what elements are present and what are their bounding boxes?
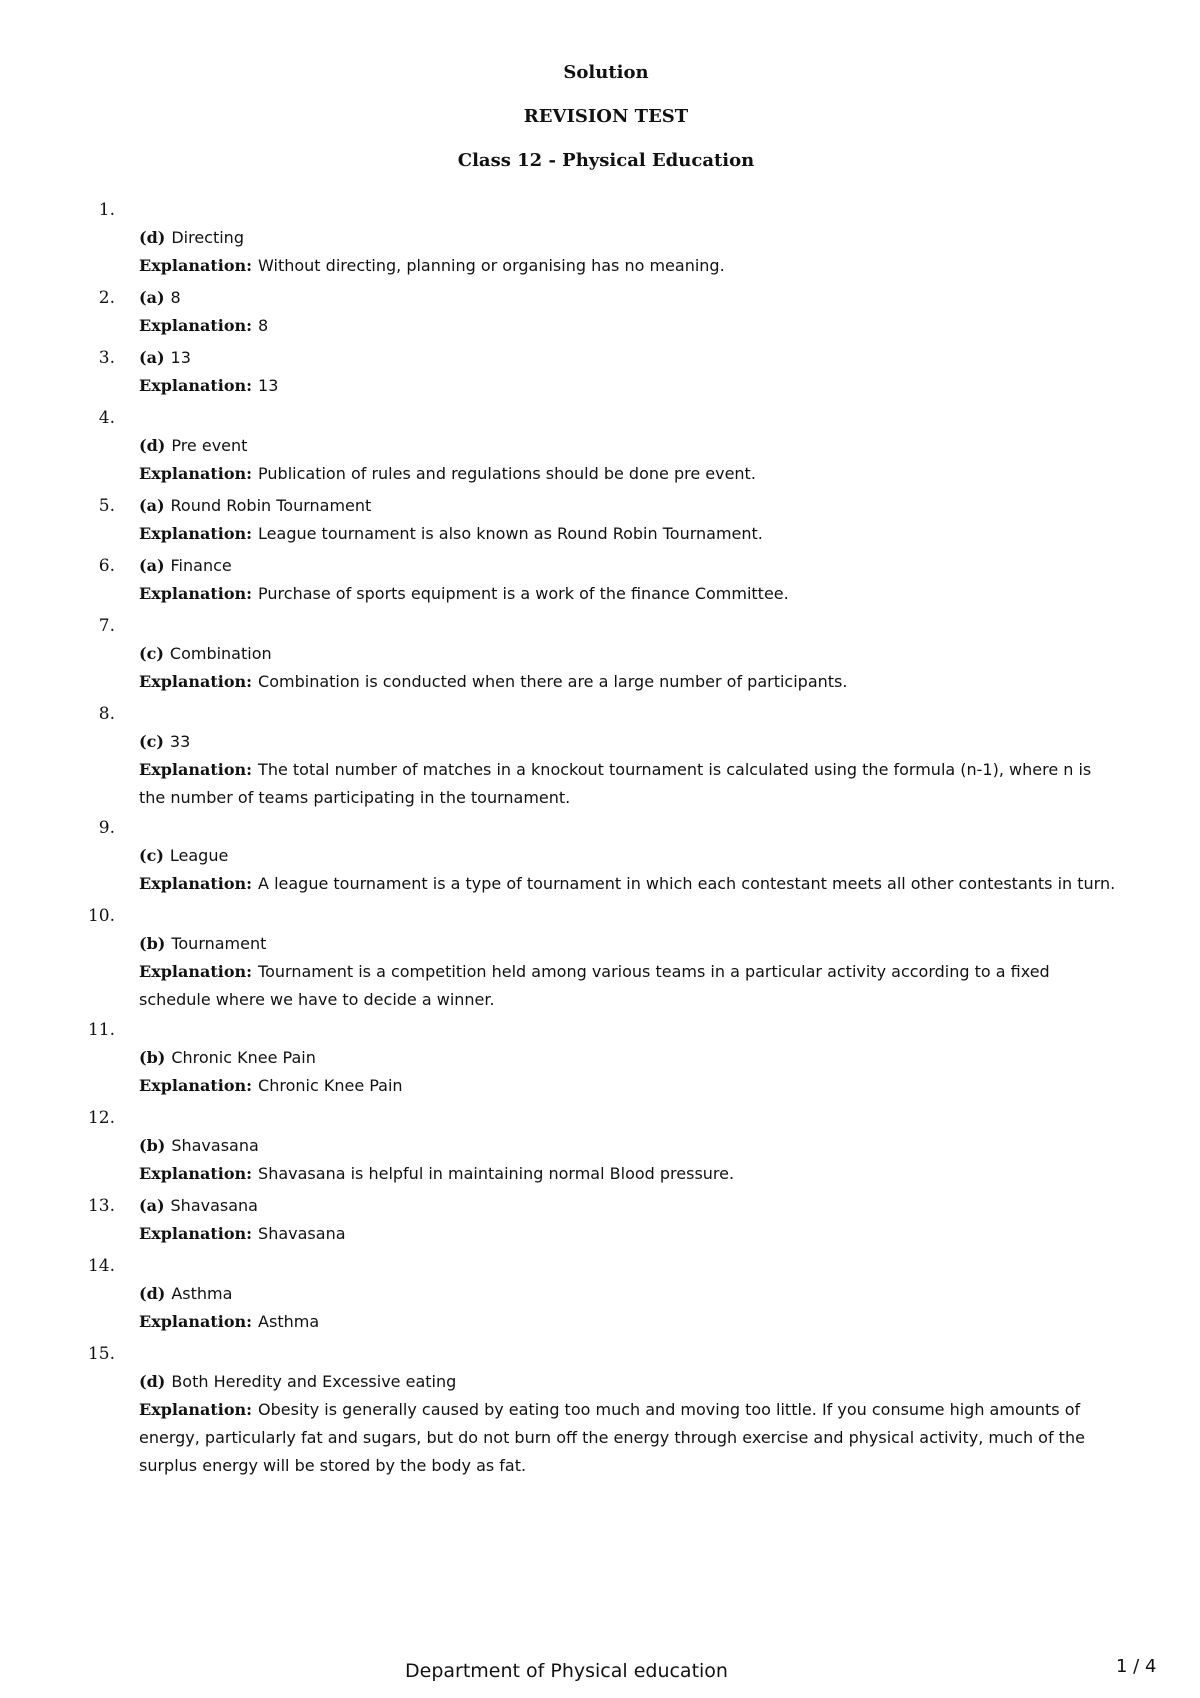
explanation-text: League tournament is also known as Round Robin Tournament. [258,524,763,543]
answer-line [139,1280,1119,1308]
answer-text: 13 [170,348,191,367]
explanation [139,1220,1119,1248]
answer-line [139,492,1119,520]
explanation-text: Combination is conducted when there are a large number of participants. [258,672,848,691]
explanation-label: Explanation: [139,1076,253,1095]
answer-body [139,432,1119,488]
explanation-text: Publication of rules and regulations should be done pre event. [258,464,756,483]
answer-option: (c) [139,732,164,751]
test-title: REVISION TEST [523,106,689,127]
answer-option: (a) [139,496,165,515]
explanation-label: Explanation: [139,672,253,691]
explanation-text: Obesity is generally caused by eating too much and moving too little. If you consume high amounts of energy, particularly fat and sugars, but do not burn off the energy through exercise and physical activity, much of the surplus energy will be stored by the body as fat. [139,1400,1085,1475]
explanation-label: Explanation: [139,760,253,779]
answer-line [139,284,1119,312]
question-number: 5. [98,496,115,516]
question-number: 4. [98,408,115,428]
answer-line [139,930,1119,958]
explanation-text: Shavasana is helpful in maintaining normal Blood pressure. [258,1164,735,1183]
explanation [139,520,1119,548]
question-number: 6. [98,556,115,576]
answer-option: (d) [139,1372,166,1391]
answer-body [139,224,1119,280]
answer-body [139,728,1119,812]
explanation-text: The total number of matches in a knockout tournament is calculated using the formula (n-1), where n is the number of teams participating in the tournament. [139,760,1092,807]
answer-body [139,1280,1119,1336]
answer-line [139,842,1119,870]
explanation-text: A league tournament is a type of tournament in which each contestant meets all other contestants in turn. [258,874,1116,893]
explanation-label: Explanation: [139,464,253,483]
answer-body [139,344,1119,400]
solution-heading: Solution [563,62,649,83]
answer-text: Tournament [171,934,267,953]
answer-option: (d) [139,1284,166,1303]
answer-line [139,344,1119,372]
explanation-text: Without directing, planning or organising has no meaning. [258,256,725,275]
answer-text: 33 [169,732,191,751]
explanation-text: Shavasana [258,1224,346,1243]
answer-text: Finance [170,556,232,575]
answer-line [139,1044,1119,1072]
explanation-label: Explanation: [139,874,253,893]
question-number: 8. [98,704,115,724]
answer-body [139,640,1119,696]
explanation-text: Chronic Knee Pain [258,1076,403,1095]
explanation [139,312,1119,340]
answer-body [139,284,1119,340]
question-number: 2. [98,288,115,308]
answer-body [139,1044,1119,1100]
question-number: 14. [87,1256,115,1276]
question-number: 11. [87,1020,115,1040]
answer-option: (a) [139,348,165,367]
answer-option: (a) [139,288,165,307]
explanation [139,580,1119,608]
answer-option: (b) [139,1048,166,1067]
question-number: 1. [98,200,115,220]
answer-body [139,1192,1119,1248]
answer-text: League [169,846,229,865]
explanation-label: Explanation: [139,524,253,543]
explanation-text: 8 [258,316,269,335]
explanation-text: Purchase of sports equipment is a work of the finance Committee. [258,584,789,603]
explanation [139,1072,1119,1100]
answer-text: Chronic Knee Pain [171,1048,316,1067]
explanation [139,1160,1119,1188]
answer-line [139,1192,1119,1220]
answer-option: (c) [139,846,164,865]
explanation-label: Explanation: [139,584,253,603]
answer-option: (d) [139,436,166,455]
explanation [139,252,1119,280]
answer-option: (b) [139,1136,166,1155]
explanation [139,668,1119,696]
question-number: 13. [87,1196,115,1216]
answer-text: Both Heredity and Excessive eating [171,1372,457,1391]
answer-body [139,842,1119,898]
answer-text: Shavasana [171,1136,259,1155]
answer-body [139,930,1119,1014]
answer-line [139,552,1119,580]
explanation-label: Explanation: [139,376,253,395]
question-number: 15. [87,1344,115,1364]
explanation [139,756,1119,812]
answer-option: (a) [139,1196,165,1215]
explanation-text: Asthma [258,1312,320,1331]
answer-body [139,552,1119,608]
explanation-label: Explanation: [139,962,253,981]
explanation-text: 13 [258,376,279,395]
explanation [139,870,1119,898]
answer-body [139,1132,1119,1188]
explanation [139,1308,1119,1336]
explanation [139,1396,1119,1480]
answer-option: (a) [139,556,165,575]
explanation [139,958,1119,1014]
question-number: 7. [98,616,115,636]
answer-text: Combination [169,644,272,663]
answer-option: (b) [139,934,166,953]
explanation-label: Explanation: [139,1312,253,1331]
answer-option: (d) [139,228,166,247]
answer-option: (c) [139,644,164,663]
answer-text: Asthma [171,1284,233,1303]
answer-line [139,728,1119,756]
explanation [139,460,1119,488]
question-number: 12. [87,1108,115,1128]
answer-text: Shavasana [170,1196,258,1215]
explanation [139,372,1119,400]
answer-body [139,1368,1119,1480]
answer-line [139,1368,1119,1396]
footer-department: Department of Physical education [405,1660,728,1682]
explanation-label: Explanation: [139,1224,253,1243]
answer-line [139,1132,1119,1160]
explanation-label: Explanation: [139,1400,253,1419]
answer-body [139,492,1119,548]
question-number: 10. [87,906,115,926]
explanation-label: Explanation: [139,1164,253,1183]
page-number: 1 / 4 [1116,1656,1157,1677]
answer-text: 8 [170,288,181,307]
question-number: 3. [98,348,115,368]
answer-line [139,224,1119,252]
answer-line [139,640,1119,668]
explanation-label: Explanation: [139,256,253,275]
answer-text: Directing [171,228,244,247]
answer-text: Pre event [171,436,248,455]
explanation-text: Tournament is a competition held among various teams in a particular activity according to a fixed schedule where we have to decide a winner. [139,962,1050,1009]
answer-text: Round Robin Tournament [170,496,372,515]
explanation-label: Explanation: [139,316,253,335]
answer-line [139,432,1119,460]
question-number: 9. [98,818,115,838]
class-title: Class 12 - Physical Education [457,150,755,171]
